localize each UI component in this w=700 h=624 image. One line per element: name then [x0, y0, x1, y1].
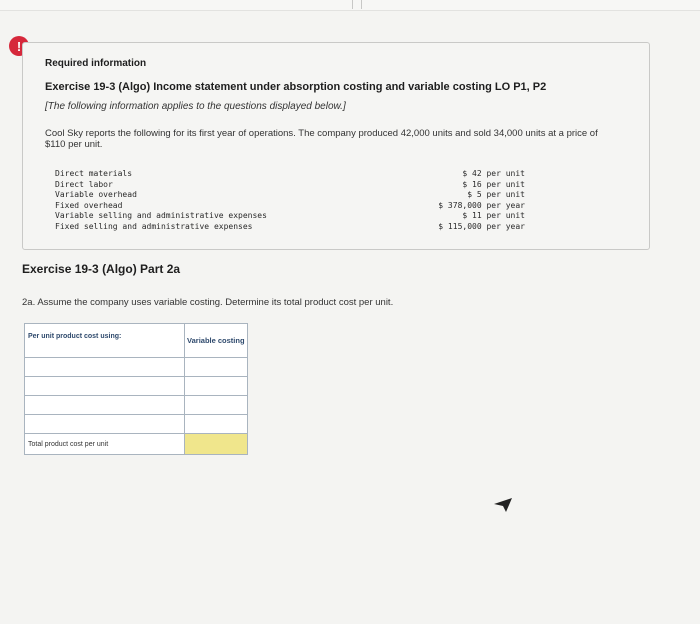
mouse-cursor-icon	[492, 496, 514, 514]
total-amount-cell[interactable]	[184, 434, 247, 455]
cost-value: $ 5 per unit	[467, 190, 525, 199]
cost-row	[55, 201, 525, 212]
total-row	[25, 434, 248, 455]
row-amount-input[interactable]	[185, 416, 247, 434]
row-amount-cell[interactable]	[184, 377, 247, 396]
table-row	[25, 396, 248, 415]
row-amount-input[interactable]	[185, 359, 247, 377]
cost-value: $ 378,000 per year	[438, 200, 525, 210]
cost-data-table	[55, 169, 525, 232]
col-header-variable-costing: Variable costing	[184, 324, 247, 358]
row-amount-cell[interactable]	[184, 358, 247, 377]
cost-label: Variable selling and administrative expenses	[55, 211, 267, 220]
row-label-input[interactable]	[28, 358, 184, 376]
info-note: [The following information applies to the questions displayed below.]	[45, 101, 346, 112]
row-amount-input[interactable]	[185, 378, 247, 396]
question-text: 2a. Assume the company uses variable costing. Determine its total product cost per unit.	[22, 297, 394, 308]
cost-value: $ 115,000 per year	[438, 221, 525, 231]
cost-row	[55, 169, 525, 180]
cost-row	[55, 222, 525, 233]
cost-value: $ 11 per unit	[462, 211, 525, 220]
cost-label: Variable overhead	[55, 190, 137, 199]
row-amount-cell[interactable]	[184, 415, 247, 434]
row-label-input[interactable]	[28, 415, 184, 433]
row-label-cell[interactable]	[25, 358, 185, 377]
table-row	[25, 358, 248, 377]
cost-label: Direct materials	[55, 169, 133, 178]
exercise-title: Exercise 19-3 (Algo) Income statement under absorption costing and variable costing LO P1, P2	[45, 81, 547, 93]
table-row	[25, 377, 248, 396]
row-label-cell[interactable]	[25, 396, 185, 415]
row-label-cell[interactable]	[25, 377, 185, 396]
row-label-input[interactable]	[28, 377, 184, 395]
total-amount-input[interactable]	[185, 434, 247, 454]
cost-row	[55, 190, 525, 201]
top-bar	[0, 0, 700, 11]
alert-icon: !	[9, 36, 29, 56]
table-row	[25, 415, 248, 434]
cost-label: Direct labor	[55, 179, 113, 189]
required-information-panel	[22, 42, 650, 250]
cost-row	[55, 180, 525, 191]
row-label-cell[interactable]	[25, 415, 185, 434]
row-amount-input[interactable]	[185, 397, 247, 415]
scenario-description: Cool Sky reports the following for its first year of operations. The company produced 42,000 units and sold 34,000 units at a price of $110 per unit.	[45, 128, 598, 150]
required-information-heading: Required information	[45, 58, 147, 69]
row-amount-cell[interactable]	[184, 396, 247, 415]
part-title: Exercise 19-3 (Algo) Part 2a	[22, 262, 181, 276]
row-label-input[interactable]	[28, 396, 184, 414]
top-notch	[352, 0, 362, 9]
total-label: Total product cost per unit	[25, 434, 185, 455]
cost-label: Fixed selling and administrative expenses	[55, 221, 253, 231]
answer-table-header	[25, 324, 248, 358]
answer-table	[24, 323, 248, 455]
cost-row	[55, 211, 525, 222]
col-header-per-unit: Per unit product cost using:	[25, 324, 185, 358]
cost-label: Fixed overhead	[55, 200, 123, 210]
cost-value: $ 42 per unit	[462, 169, 525, 178]
cost-value: $ 16 per unit	[462, 179, 525, 189]
